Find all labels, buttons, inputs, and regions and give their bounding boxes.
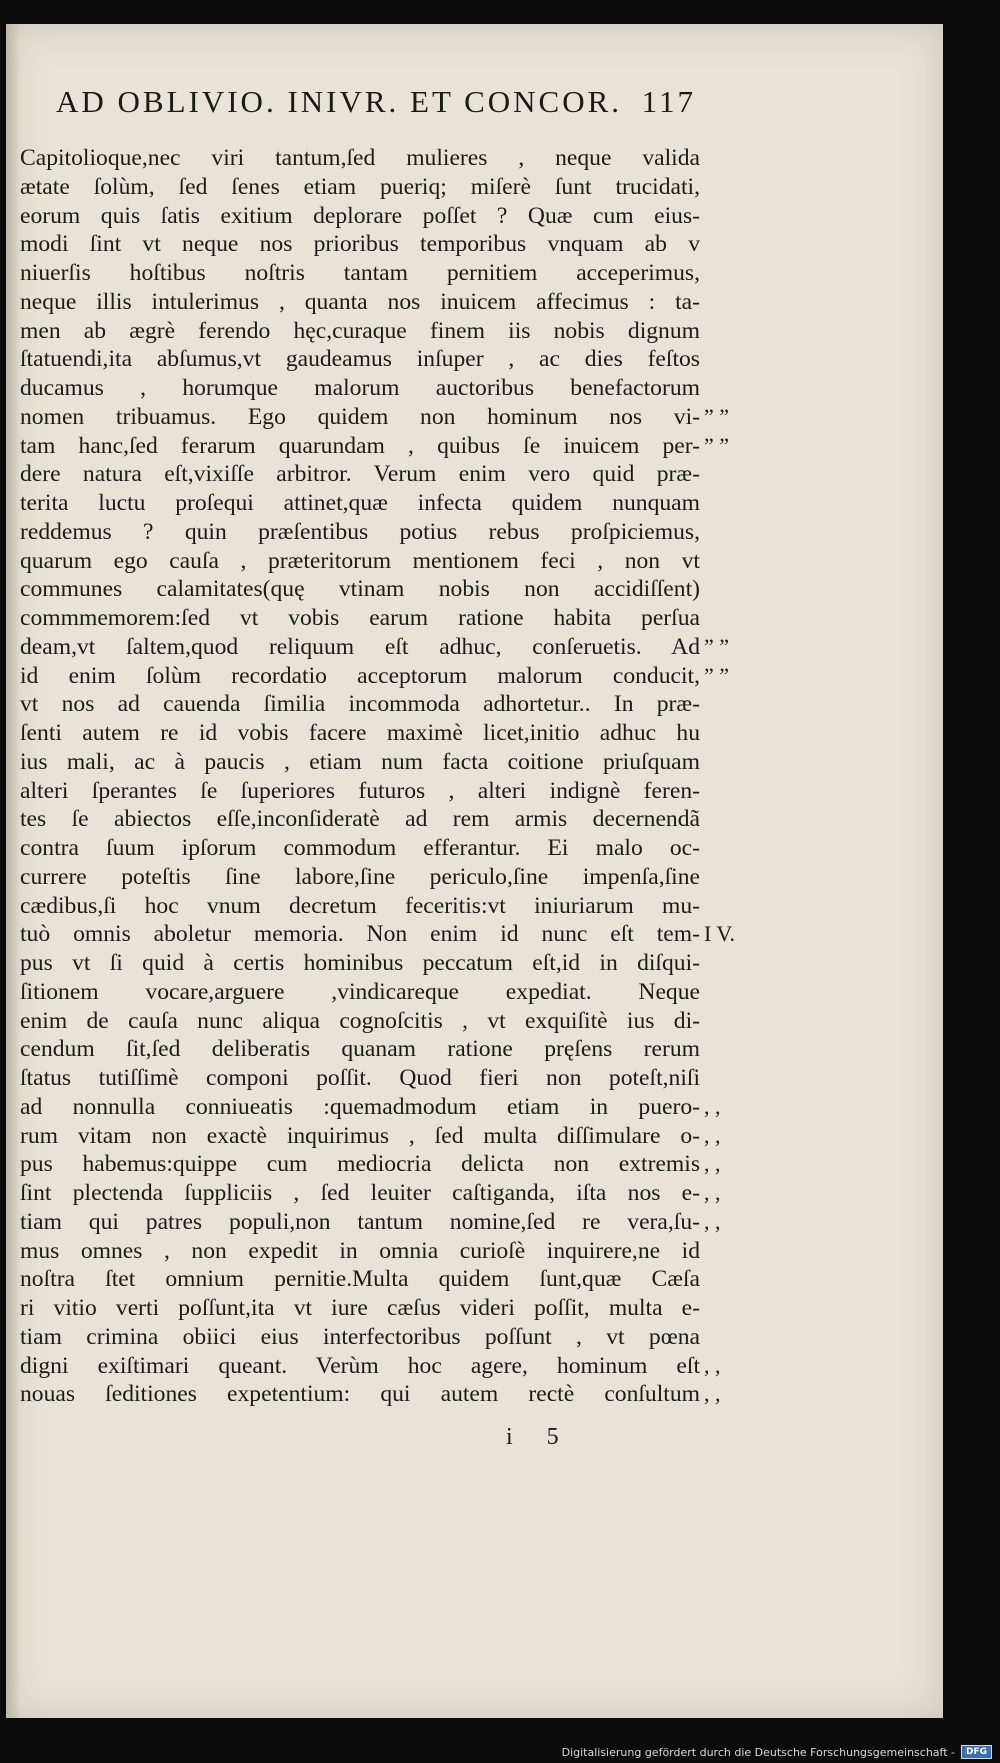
text-line: ſitionem vocare,arguere ,vindicareque expediat. Neque (20, 978, 700, 1005)
digitization-footer (562, 1745, 992, 1759)
running-head (56, 84, 696, 120)
text-line: ius mali, ac à paucis , etiam num facta coitione priuſquam (20, 748, 700, 775)
text-line: ducamus , horumque malorum auctoribus benefactorum (20, 375, 700, 401)
text-line: tes ſe abiectos eſſe,inconſideratè ad rem armis decernendã (20, 806, 700, 833)
text-line: tiam qui patres populi,non tantum nomine,ſed re vera,ſu- (20, 1208, 700, 1235)
text-line: enim de cauſa nunc aliqua cognoſcitis , vt exquiſitè ius di- (20, 1007, 700, 1034)
text-line: Capitolioque,nec viri tantum,ſed mulieres , neque valida (20, 145, 700, 171)
signature-mark: i 5 (506, 1424, 573, 1450)
text-line: terita luctu proſequi attinet,quæ infecta quidem nunquam (20, 490, 700, 516)
text-line: rum vitam non exactè inquirimus , ſed multa diſſimulare o- (20, 1122, 700, 1149)
margin-mark: , , (704, 1381, 721, 1407)
text-line: noſtra ſtet omnium pernitie.Multa quidem ſunt,quæ Cæſa (20, 1266, 700, 1293)
text-line: cendum ſit,ſed deliberatis quanam ratione pręſens rerum (20, 1036, 700, 1063)
text-line: ſenti autem re id vobis facere maximè licet,initio adhuc hu (20, 720, 700, 746)
text-line: commmemorem:ſed vt vobis earum ratione habita perſua (20, 605, 700, 631)
margin-mark: , , (704, 1093, 721, 1119)
body-text (20, 144, 700, 1409)
text-line: currere poteſtis ſine labore,ſine periculo,ſine impenſa,ſine (20, 863, 700, 890)
page-number: 117 (641, 84, 696, 119)
text-line: modi ſint vt neque nos prioribus temporibus vnquam ab v (20, 231, 700, 258)
text-line: neque illis intulerimus , quanta nos inuicem affecimus : ta- (20, 288, 700, 315)
text-line: nouas ſeditiones expetentium: qui autem rectè conſultum (20, 1381, 700, 1408)
text-line: ætate ſolùm, ſed ſenes etiam pueriq; miſerè ſunt trucidati, (20, 173, 700, 200)
text-line: id enim ſolùm recordatio acceptorum malorum conducit, (20, 662, 700, 689)
text-line: ſtatus tutiſſimè componi poſſit. Quod fieri non poteſt,niſi (20, 1065, 700, 1091)
book-page (6, 24, 943, 1718)
margin-mark: , , (704, 1208, 721, 1234)
text-line: dere natura eſt,vixiſſe arbitror. Verum enim vero quid præ- (20, 461, 700, 488)
text-line: cædibus,ſi hoc vnum decretum feceritis:vt iniuriarum mu- (20, 892, 700, 919)
text-line: niuerſis hoſtibus noſtris tantam pernitiem acceperimus, (20, 260, 700, 286)
text-line: ad nonnulla conniueatis :quemadmodum etiam in puero- (20, 1093, 700, 1120)
margin-mark: ” ” (704, 432, 730, 458)
text-line: tam hanc,ſed ferarum quarundam , quibus ſe inuicem per- (20, 432, 700, 459)
text-line: quarum ego cauſa , præteritorum mentionem feci , non vt (20, 547, 700, 574)
text-line: communes calamitates(quę vtinam nobis non accidiſſent) (20, 576, 700, 603)
text-line: reddemus ? quin præſentibus potius rebus proſpiciemus, (20, 518, 700, 545)
margin-mark: ” ” (704, 662, 730, 688)
text-line: mus omnes , non expedit in omnia curioſè inquirere,ne id (20, 1237, 700, 1264)
text-line: pus vt ſi quid à certis hominibus peccatum eſt,id in diſqui- (20, 950, 700, 976)
margin-mark: , , (704, 1151, 721, 1177)
text-line: ri vitio verti poſſunt,ita vt iure cæſus videri poſſit, multa e- (20, 1295, 700, 1321)
text-line: digni exiſtimari queant. Verùm hoc agere, hominum eſt (20, 1352, 700, 1379)
text-line: eorum quis ſatis exitium deplorare poſſet ? Quæ cum eius- (20, 202, 700, 229)
text-line: alteri ſperantes ſe ſuperiores futuros , alteri indignè feren- (20, 777, 700, 804)
text-line: contra ſuum ipſorum commodum efferantur. Ei malo oc- (20, 835, 700, 861)
text-line: ſtatuendi,ita abſumus,vt gaudeamus inſuper , ac dies feſtos (20, 346, 700, 373)
text-line: tiam crimina obiici eius interfectoribus poſſunt , vt pœna (20, 1323, 700, 1350)
margin-mark: , , (704, 1180, 721, 1205)
dfg-logo: DFG (961, 1745, 992, 1759)
margin-mark: , , (704, 1122, 721, 1148)
text-line: ſint plectenda ſuppliciis , ſed leuiter caſtiganda, iſta nos e- (20, 1180, 700, 1206)
footer-text: Digitalisierung gefördert durch die Deutsche Forschungsgemeinschaft - (561, 1745, 955, 1759)
text-line: pus habemus:quippe cum mediocria delicta non extremis (20, 1151, 700, 1178)
margin-mark: , , (704, 1352, 721, 1378)
text-line: tuò omnis aboletur memoria. Non enim id nunc eſt tem- (20, 921, 700, 948)
margin-mark: ” ” (704, 403, 730, 429)
text-line: deam,vt ſaltem,quod reliquum eſt adhuc, conſeruetis. Ad (20, 633, 700, 660)
running-head-title: AD OBLIVIO. INIVR. ET CONCOR. (56, 84, 623, 119)
text-line: men ab ægrè ferendo hęc,curaque finem iis nobis dignum (20, 317, 700, 344)
text-line: nomen tribuamus. Ego quidem non hominum nos vi- (20, 403, 700, 430)
text-line: vt nos ad cauenda ſimilia incommoda adhortetur.. In præ- (20, 691, 700, 718)
margin-mark: I V. (704, 921, 735, 947)
margin-mark: ” ” (704, 633, 730, 659)
